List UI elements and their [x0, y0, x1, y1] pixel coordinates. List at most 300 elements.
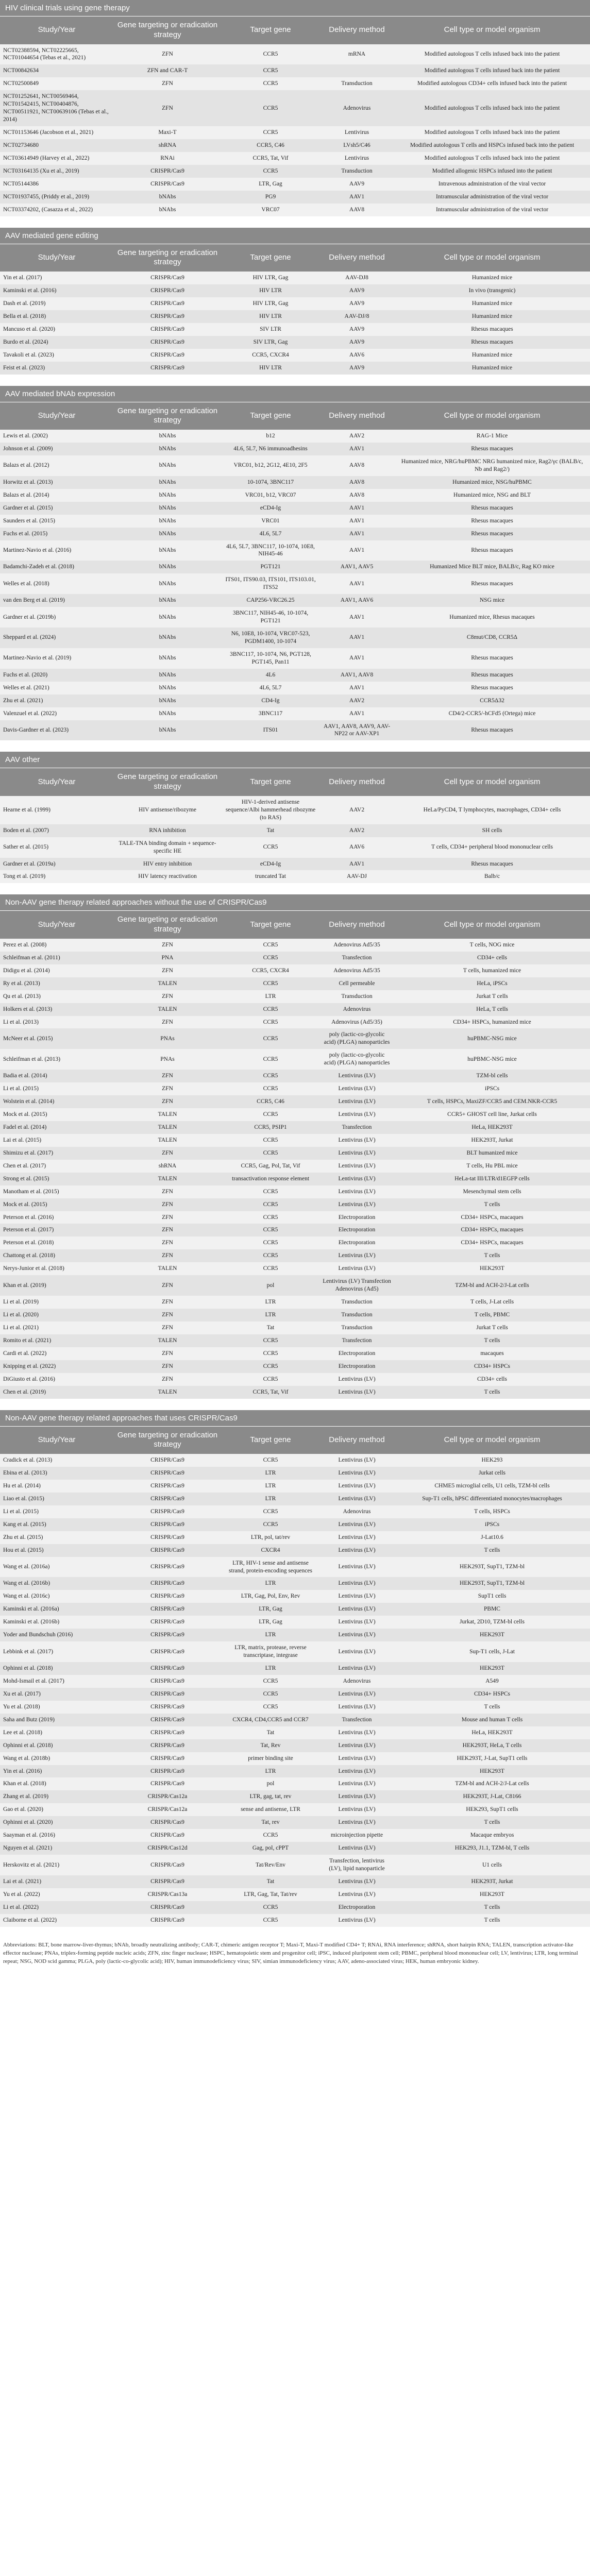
table-row	[0, 1373, 590, 1386]
cell-target-gene: CCR5	[263, 954, 278, 961]
cell-study-year: Qu et al. (2013)	[3, 993, 41, 999]
cell-strategy: TALEN	[158, 1388, 177, 1395]
cell-strategy: PNAs	[160, 1056, 175, 1062]
cell-target-gene: Tat	[266, 1729, 275, 1736]
cell-delivery-method: Lentivirus (LV)	[338, 1648, 376, 1655]
cell-study-year: DiGiusto et al. (2016)	[3, 1376, 55, 1382]
cell-strategy: CRISPR/Cas9	[150, 1482, 184, 1489]
column-header-row	[0, 16, 590, 44]
cell-cell-type: Rhesus macaques	[471, 326, 513, 332]
cell-strategy: CRISPR/Cas9	[150, 351, 184, 358]
cell-target-gene: HIV-1-derived antisense sequence/Albi hammerhead ribozyme (to RAS)	[225, 799, 316, 821]
column-header-target-gene: Target gene	[250, 920, 291, 929]
cell-target-gene: pol	[266, 1282, 275, 1289]
cell-delivery-method	[319, 64, 394, 77]
table-row	[0, 1675, 590, 1688]
cell-cell-type: T cells, HSPCs, MaxiZF/CCR5 and CEM.NKR-CCR5	[427, 1098, 558, 1105]
cell-delivery-method: AAV1	[349, 710, 365, 717]
table-row	[0, 858, 590, 871]
cell-delivery-method: AAV1	[349, 517, 365, 524]
cell-study-year: Sheppard et al. (2024)	[3, 634, 56, 641]
cell-study-year: Fuchs et al. (2015)	[3, 530, 48, 537]
cell-cell-type: Rhesus macaques	[471, 547, 513, 553]
cell-cell-type: HeLa, iPSCs	[477, 980, 508, 987]
table-row	[0, 1347, 590, 1360]
cell-cell-type: HeLa, T cells	[476, 1006, 508, 1012]
table-row	[0, 297, 590, 310]
table-row	[0, 990, 590, 1003]
section-title: Non-AAV gene therapy related approaches that uses CRISPR/Cas9	[0, 1410, 590, 1426]
cell-study-year: Chen et al. (2019)	[3, 1388, 46, 1395]
column-header-row	[0, 244, 590, 272]
table-row	[0, 165, 590, 178]
table-row	[0, 1108, 590, 1121]
cell-study-year: Romito et al. (2021)	[3, 1337, 52, 1344]
cell-delivery-method: Lentivirus (LV)	[338, 1580, 376, 1587]
cell-cell-type: iPSCs	[484, 1086, 500, 1092]
cell-delivery-method: Lentivirus (LV)	[338, 1564, 376, 1570]
cell-study-year: Cardi et al. (2022)	[3, 1350, 47, 1357]
table-row	[0, 1855, 590, 1875]
cell-strategy: CRISPR/Cas9	[150, 364, 184, 371]
column-header-strategy: Gene targeting or eradication strategy	[117, 915, 218, 934]
cell-cell-type: Macaque embryos	[470, 1832, 514, 1839]
table-row	[0, 152, 590, 165]
cell-study-year: Sather et al. (2015)	[3, 844, 49, 851]
cell-study-year: Li et al. (2020)	[3, 1312, 39, 1318]
cell-target-gene: LTR	[265, 1665, 276, 1671]
cell-target-gene: CCR5	[263, 67, 278, 74]
cell-study-year: Badia et al. (2014)	[3, 1073, 47, 1079]
cell-cell-type: HeLa-tat III/LTR/d1EGFP cells	[454, 1175, 530, 1182]
column-header-study-year: Study/Year	[38, 1435, 76, 1444]
cell-strategy: CRISPR/Cas9	[150, 1470, 184, 1476]
section-title: HIV clinical trials using gene therapy	[0, 0, 590, 16]
cell-target-gene: CCR5	[263, 1703, 278, 1710]
cell-target-gene: HIV LTR, Gag	[252, 275, 289, 281]
cell-delivery-method: Cell permeable	[339, 980, 375, 987]
cell-study-year: Balazs et al. (2014)	[3, 492, 49, 498]
cell-strategy: ZFN	[162, 1188, 173, 1195]
cell-cell-type: T cells, NOG mice	[469, 941, 515, 948]
cell-cell-type: U1 cells	[482, 1861, 502, 1868]
cell-cell-type: CHME5 microglial cells, U1 cells, TZM-bl cells	[434, 1482, 550, 1489]
cell-cell-type: Intramuscular administration of the viral vector	[435, 206, 549, 213]
cell-delivery-method: AAV1	[349, 684, 365, 691]
cell-study-year: Mock et al. (2015)	[3, 1111, 47, 1117]
table-body	[0, 1454, 590, 1927]
cell-target-gene: eCD4-Ig	[260, 860, 281, 867]
cell-strategy: CRISPR/Cas9	[150, 275, 184, 281]
cell-study-year: Saayman et al. (2016)	[3, 1832, 55, 1839]
cell-study-year: Martinez-Navio et al. (2016)	[3, 547, 72, 553]
cell-delivery-method: AAV1	[349, 655, 365, 662]
cell-strategy: bNAbs	[159, 684, 176, 691]
cell-strategy: ZFN	[162, 1227, 173, 1233]
cell-cell-type: Sup-T1 cells, J-Lat	[469, 1648, 515, 1655]
cell-strategy: bNAbs	[159, 655, 176, 662]
cell-target-gene: 4L6, 5L7, N6 immunoadhesins	[233, 446, 308, 452]
cell-strategy: CRISPR/Cas9	[150, 1619, 184, 1625]
cell-delivery-method: Lentivirus (LV)	[338, 1755, 376, 1761]
cell-strategy: bNAbs	[159, 726, 176, 733]
cell-study-year: Hou et al. (2015)	[3, 1547, 44, 1553]
table-row	[0, 628, 590, 648]
cell-target-gene: Tat	[266, 1878, 275, 1885]
cell-target-gene: CXCR4	[261, 1547, 280, 1553]
cell-strategy: bNAbs	[159, 517, 176, 524]
cell-cell-type: CD34+ cells	[477, 954, 507, 961]
cell-delivery-method: AAV8	[349, 206, 365, 213]
table-row	[0, 349, 590, 362]
cell-cell-type: SupT1 cells	[478, 1593, 507, 1600]
table-section	[0, 894, 590, 1398]
cell-target-gene: LTR	[265, 1312, 276, 1318]
cell-cell-type: C8mut/CD8, CCR5Δ	[466, 634, 518, 641]
cell-study-year: Fadel et al. (2014)	[3, 1124, 47, 1130]
cell-strategy: CRISPR/Cas9	[150, 1606, 184, 1613]
cell-study-year: Shimizu et al. (2017)	[3, 1149, 54, 1156]
cell-target-gene: transactivation response element	[231, 1175, 310, 1182]
cell-cell-type: iPSCs	[484, 1521, 500, 1528]
cell-delivery-method: Lentivirus (LV)	[338, 1632, 376, 1638]
column-header-target-gene: Target gene	[250, 777, 291, 786]
cell-target-gene: 4L6, 5L7	[259, 684, 282, 691]
cell-target-gene: LTR, Gag	[259, 180, 282, 187]
cell-cell-type: Modified autologous T cells and HSPCs infused back into the patient	[410, 142, 575, 148]
table-row	[0, 1386, 590, 1399]
cell-strategy: CRISPR/Cas9	[150, 1716, 184, 1723]
cell-delivery-method: AAV9	[349, 180, 365, 187]
cell-cell-type: Rhesus macaques	[471, 504, 513, 511]
cell-delivery-method: Lentivirus (LV)	[338, 1781, 376, 1787]
cell-target-gene: SIV LTR, Gag	[253, 338, 288, 345]
cell-delivery-method: AAV-DJ/8	[344, 313, 369, 319]
table-row	[0, 489, 590, 502]
cell-delivery-method: Lentivirus (LV)	[338, 1175, 376, 1182]
cell-cell-type: Rhesus macaques	[471, 655, 513, 662]
table-row	[0, 502, 590, 515]
cell-strategy: CRISPR/Cas9	[150, 1564, 184, 1570]
table-row	[0, 1321, 590, 1334]
cell-study-year: NCT02734680	[3, 142, 39, 148]
cell-delivery-method: AAV1	[349, 634, 365, 641]
cell-strategy: bNAbs	[159, 697, 176, 704]
table-row	[0, 964, 590, 977]
table-row	[0, 1211, 590, 1224]
cell-strategy: ZFN	[162, 1299, 173, 1306]
cell-strategy: CRISPR/Cas13a	[147, 1891, 188, 1897]
cell-target-gene: 10-1074, 3BNC117	[247, 479, 294, 485]
cell-study-year: Wang et al. (2016c)	[3, 1593, 50, 1600]
cell-delivery-method: AAV9	[349, 300, 365, 307]
cell-strategy: CRISPR/Cas9	[150, 287, 184, 294]
cell-cell-type: Humanized Mice BLT mice, BALB/c, Rag KO mice	[430, 564, 554, 570]
column-header-strategy: Gene targeting or eradication strategy	[117, 406, 218, 425]
cell-cell-type: huPBMC-NSG mice	[467, 1035, 517, 1042]
cell-delivery-method: Lentivirus (LV)	[338, 1252, 376, 1259]
table-section	[0, 386, 590, 741]
cell-target-gene: CD4-Ig	[261, 697, 280, 704]
cell-delivery-method: Lentivirus (LV)	[338, 1149, 376, 1156]
table-row	[0, 1777, 590, 1790]
cell-target-gene: CCR5	[263, 1111, 278, 1117]
table-row	[0, 1360, 590, 1373]
section-title: AAV other	[0, 752, 590, 768]
cell-strategy: CRISPR/Cas9	[150, 313, 184, 319]
table-row	[0, 1901, 590, 1914]
cell-strategy: ZFN	[162, 105, 173, 111]
table-row	[0, 515, 590, 528]
cell-target-gene: 4L6	[265, 671, 276, 678]
cell-target-gene: CCR5	[263, 941, 278, 948]
column-header-row	[0, 910, 590, 939]
cell-delivery-method: Lentivirus (LV)	[338, 1619, 376, 1625]
cell-study-year: NCT03374202, (Casazza et al., 2022)	[3, 206, 93, 213]
table-row	[0, 594, 590, 607]
cell-delivery-method: AAV1, AAV8	[340, 671, 374, 678]
cell-cell-type: NSG mice	[479, 597, 505, 604]
table-row	[0, 1262, 590, 1275]
table-row	[0, 1662, 590, 1675]
cell-delivery-method: Transduction	[341, 80, 373, 87]
cell-cell-type: TZM-bl and ACH-2/J-Lat cells	[455, 1781, 529, 1787]
cell-cell-type: Humanized mice, NSG/huPBMC	[452, 479, 532, 485]
cell-delivery-method: Lentivirus (LV)	[338, 1098, 376, 1105]
table-row	[0, 1095, 590, 1108]
cell-cell-type: T cells	[484, 1337, 500, 1344]
cell-cell-type: Rhesus macaques	[471, 671, 513, 678]
cell-strategy: TALEN	[158, 1337, 177, 1344]
cell-target-gene: CCR5	[263, 1521, 278, 1528]
cell-study-year: Saha and Butz (2019)	[3, 1716, 55, 1723]
cell-study-year: Chen et al. (2017)	[3, 1162, 46, 1169]
cell-cell-type: T cells	[484, 1201, 500, 1208]
cell-target-gene: VRC01	[261, 517, 280, 524]
cell-study-year: Ebina et al. (2013)	[3, 1470, 47, 1476]
cell-cell-type: HeLa/PyCD4, T lymphocytes, macrophages, CD34+ cells	[423, 806, 561, 813]
column-header-row	[0, 1426, 590, 1454]
cell-study-year: Khan et al. (2018)	[3, 1781, 46, 1787]
cell-cell-type: T cells	[484, 1388, 500, 1395]
cell-target-gene: ITS01, ITS90.03, ITS101, ITS103.01, ITS52	[225, 577, 316, 591]
cell-cell-type: Rhesus macaques	[471, 517, 513, 524]
cell-study-year: Horwitz et al. (2013)	[3, 479, 53, 485]
cell-study-year: Hu et al. (2014)	[3, 1482, 41, 1489]
cell-target-gene: CCR5	[263, 1073, 278, 1079]
cell-cell-type: CD34+ HSPCs, macaques	[461, 1240, 524, 1246]
cell-delivery-method: Adenovirus	[343, 1006, 371, 1012]
table-row	[0, 1803, 590, 1816]
cell-study-year: Davis-Gardner et al. (2023)	[3, 726, 69, 733]
cell-delivery-method: Lentivirus (LV)	[338, 1086, 376, 1092]
table-row	[0, 720, 590, 741]
cell-delivery-method: Adenovirus Ad5/35	[333, 967, 380, 974]
cell-target-gene: CCR5	[263, 1240, 278, 1246]
cell-cell-type: J-Lat10.6	[481, 1534, 503, 1540]
cell-target-gene: CCR5	[263, 50, 278, 57]
cell-strategy: CRISPR/Cas9	[150, 1781, 184, 1787]
cell-target-gene: LTR, Gag, Tat, Tat/rev	[244, 1891, 297, 1897]
column-header-strategy: Gene targeting or eradication strategy	[117, 248, 218, 267]
cell-delivery-method: Adenovirus	[343, 1508, 371, 1515]
table-row	[0, 1493, 590, 1505]
cell-study-year: Liao et al. (2015)	[3, 1495, 44, 1502]
cell-study-year: NCT00842634	[3, 67, 39, 74]
table-row	[0, 1531, 590, 1544]
table-row	[0, 1739, 590, 1752]
cell-study-year: Burdo et al. (2024)	[3, 338, 48, 345]
cell-study-year: Feist et al. (2023)	[3, 364, 45, 371]
cell-delivery-method: Lentivirus (LV)	[338, 1388, 376, 1395]
cell-delivery-method: Electroporation	[338, 1363, 376, 1369]
table-section	[0, 1410, 590, 1927]
cell-strategy: ZFN	[162, 1350, 173, 1357]
cell-target-gene: CCR5	[263, 1149, 278, 1156]
cell-target-gene: LTR	[265, 1632, 276, 1638]
table-body	[0, 430, 590, 740]
cell-study-year: Tong et al. (2019)	[3, 873, 46, 880]
cell-study-year: Yin et al. (2016)	[3, 1768, 42, 1774]
cell-target-gene: LTR, Gag	[259, 1619, 282, 1625]
cell-study-year: Saunders et al. (2015)	[3, 517, 55, 524]
table-row	[0, 1816, 590, 1829]
cell-target-gene: b12	[266, 433, 275, 439]
cell-target-gene: HIV LTR	[259, 364, 282, 371]
cell-study-year: Welles et al. (2018)	[3, 580, 49, 587]
cell-strategy: bNAbs	[159, 671, 176, 678]
cell-target-gene: Tat/Rev/Env	[256, 1861, 285, 1868]
cell-cell-type: A549	[485, 1677, 499, 1684]
cell-delivery-method: Lentivirus (LV)	[338, 1376, 376, 1382]
table-row	[0, 1121, 590, 1134]
cell-target-gene: CCR5	[263, 1690, 278, 1697]
cell-strategy: CRISPR/Cas9	[150, 1632, 184, 1638]
table-row	[0, 1467, 590, 1480]
cell-strategy: ZFN	[162, 1214, 173, 1221]
table-row	[0, 1888, 590, 1901]
cell-target-gene: CCR5	[263, 1904, 278, 1910]
cell-cell-type: Humanized mice	[471, 275, 513, 281]
cell-study-year: Li et al. (2015)	[3, 1086, 39, 1092]
cell-strategy: bNAbs	[159, 634, 176, 641]
table-body	[0, 939, 590, 1399]
cell-delivery-method: AAV1, AAV5	[340, 564, 374, 570]
cell-study-year: Gardner et al. (2019a)	[3, 860, 56, 867]
cell-cell-type: Humanized mice	[471, 364, 513, 371]
cell-delivery-method: Lentivirus (LV)	[338, 1265, 376, 1272]
table-row	[0, 1875, 590, 1888]
cell-study-year: Cradick et al. (2013)	[3, 1457, 53, 1464]
cell-delivery-method: Lentivirus (LV)	[338, 1162, 376, 1169]
cell-target-gene: CCR5	[263, 1677, 278, 1684]
cell-cell-type: HEK293T	[480, 1665, 504, 1671]
table-row	[0, 977, 590, 990]
cell-delivery-method: Lentivirus (LV)	[338, 1547, 376, 1553]
cell-cell-type: T cells, CD34+ peripheral blood mononuclear cells	[431, 844, 553, 851]
cell-cell-type: HEK293T, J-Lat, SupT1 cells	[457, 1755, 528, 1761]
cell-delivery-method: Transfection	[342, 1124, 372, 1130]
cell-target-gene: CCR5, Tat, Vif	[252, 155, 289, 161]
cell-delivery-method: Lentivirus (LV)	[338, 1606, 376, 1613]
cell-strategy: CRISPR/Cas9	[150, 1819, 184, 1826]
cell-strategy: bNAbs	[159, 479, 176, 485]
table-row	[0, 1334, 590, 1347]
cell-study-year: Xu et al. (2017)	[3, 1690, 41, 1697]
table-row	[0, 952, 590, 964]
cell-study-year: Boden et al. (2007)	[3, 827, 49, 834]
cell-cell-type: HeLa, HEK293T	[471, 1729, 513, 1736]
table-row	[0, 1590, 590, 1603]
cell-cell-type: CCR5Δ32	[480, 697, 504, 704]
cell-target-gene: LTR, Gag, Pol, Env, Rev	[241, 1593, 300, 1600]
cell-strategy: ZFN	[162, 967, 173, 974]
cell-delivery-method: Lentivirus (LV)	[338, 1690, 376, 1697]
cell-strategy: shRNA	[158, 142, 177, 148]
cell-target-gene: CCR5	[263, 105, 278, 111]
cell-target-gene: CCR5	[263, 1188, 278, 1195]
section-title: AAV mediated bNAb expression	[0, 386, 590, 402]
table-row	[0, 1914, 590, 1927]
cell-strategy: PNAs	[160, 1035, 175, 1042]
table-footnote: Abbreviations: BLT, bone marrow-liver-thymus; bNAb, broadly neutralizing antibody; CAR-T, chimeric antigen receptor T; Maxi-T, Maxi-T modified CD4+ T; RNAi, RNA interference; shRNA, short hairpin RNA; TALEN, transcription activator-like effector nuclease; PNAs, triplex-forming peptide nucleic acids; ZFN, zinc finger nuclease; HSPC, hematopoietic stem and progenitor cell; iPSC, induced pluripotent stem cell; PBMC, peripheral blood mononuclear cell; LV, lentivirus; LTR, long terminal repeat; NSG, NOD scid gamma; PLGA, poly (lactic-co-glycolic acid); HIV, human immunodeficiency virus; SIV, simian immunodeficiency virus; AAV, adeno-associated virus; HEK, human embryonic kidney.	[3, 1941, 578, 1964]
cell-strategy: CRISPR/Cas9	[150, 1665, 184, 1671]
cell-target-gene: CCR5	[263, 1376, 278, 1382]
cell-delivery-method: AAV9	[349, 338, 365, 345]
cell-delivery-method: Lentivirus (LV)	[338, 1806, 376, 1813]
cell-strategy: ZFN	[162, 1363, 173, 1369]
section-title: Non-AAV gene therapy related approaches without the use of CRISPR/Cas9	[0, 894, 590, 910]
table-row	[0, 1070, 590, 1082]
cell-delivery-method: mRNA	[348, 50, 366, 57]
cell-cell-type: Intramuscular administration of the viral vector	[435, 193, 549, 200]
cell-cell-type: T cells, PBMC	[474, 1312, 510, 1318]
cell-target-gene: HIV LTR	[259, 287, 282, 294]
cell-strategy: CRISPR/Cas9	[150, 1690, 184, 1697]
table-body	[0, 272, 590, 375]
cell-target-gene: CCR5	[263, 1252, 278, 1259]
cell-cell-type: macaques	[480, 1350, 504, 1357]
cell-cell-type: Rhesus macaques	[471, 860, 513, 867]
cell-study-year: Li et al. (2015)	[3, 1508, 39, 1515]
column-header-target-gene: Target gene	[250, 1435, 291, 1444]
cell-strategy: CRISPR/Cas9	[150, 1878, 184, 1885]
cell-strategy: CRISPR/Cas9	[150, 1593, 184, 1600]
table-row	[0, 178, 590, 191]
cell-target-gene: CCR5, Tat, Vif	[252, 1388, 289, 1395]
cell-target-gene: PGT121	[260, 564, 281, 570]
cell-strategy: ZFN	[162, 1324, 173, 1331]
cell-cell-type: Humanized mice	[471, 313, 513, 319]
cell-target-gene: sense and antisense, LTR	[241, 1806, 300, 1813]
table-row	[0, 430, 590, 443]
cell-target-gene: CCR5	[263, 1019, 278, 1025]
cell-target-gene: Tat	[266, 1324, 275, 1331]
cell-study-year: Ophinni et al. (2020)	[3, 1819, 53, 1826]
cell-target-gene: 4L6, 5L7	[259, 530, 282, 537]
cell-delivery-method: AAV1	[349, 530, 365, 537]
table-row	[0, 573, 590, 594]
cell-strategy: ZFN	[162, 941, 173, 948]
cell-delivery-method: AAV9	[349, 287, 365, 294]
cell-cell-type: HEK293T, SupT1, TZM-bl	[459, 1580, 525, 1587]
column-header-study-year: Study/Year	[38, 25, 76, 35]
cell-delivery-method: Lentivirus (LV) Transfection Adenovirus (Ad5)	[323, 1278, 391, 1293]
table-row	[0, 1016, 590, 1029]
cell-delivery-method: AAV-DJ8	[345, 275, 368, 281]
cell-delivery-method: Lentivirus (LV)	[338, 1891, 376, 1897]
cell-strategy: shRNA	[158, 1162, 177, 1169]
